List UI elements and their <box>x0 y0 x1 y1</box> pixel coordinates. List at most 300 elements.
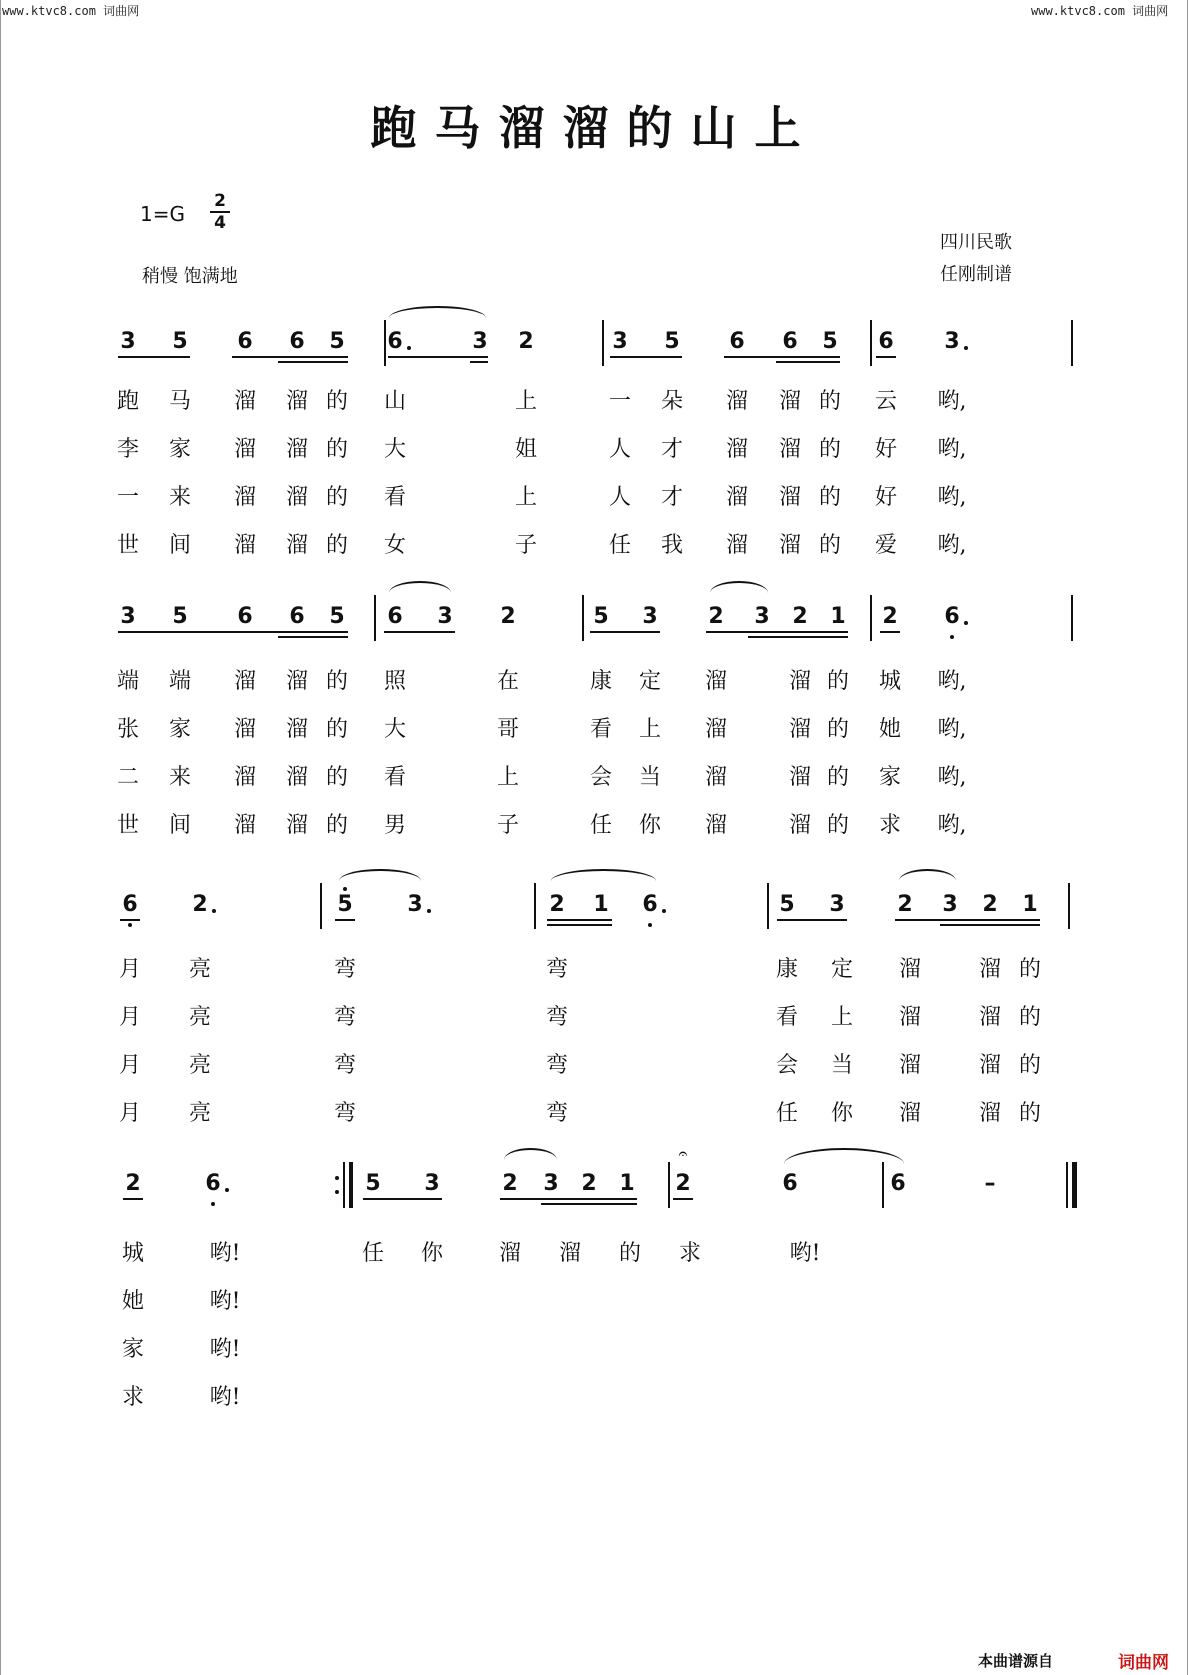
lyric-char: 城 <box>878 669 902 694</box>
lyric-char: 家 <box>168 717 192 742</box>
lyric-char: 溜 <box>788 813 812 838</box>
beam-underline <box>776 361 840 363</box>
beam-underline <box>384 631 455 633</box>
lyric-char: 的 <box>818 533 842 558</box>
lyric-char: 溜 <box>978 957 1002 982</box>
beam-underline <box>880 631 900 633</box>
lyric-char: 上 <box>514 485 538 510</box>
lyric-char: 哟! <box>209 1289 241 1314</box>
note: 5 <box>822 329 838 354</box>
lyric-char: 才 <box>660 485 684 510</box>
lyric-char: 好 <box>874 485 898 510</box>
lyric-char: 才 <box>660 437 684 462</box>
lyric-char: 哟! <box>209 1385 241 1410</box>
beam-underline <box>120 919 140 921</box>
note: 2 <box>549 892 565 917</box>
beam-underline <box>118 631 348 633</box>
repeat-barline <box>349 1162 353 1208</box>
slur <box>710 581 768 593</box>
lyric-char: 溜 <box>978 1005 1002 1030</box>
note: 1 <box>619 1171 635 1196</box>
footer-source: 本曲谱源自 <box>978 1652 1054 1670</box>
lyric-char: 哟, <box>937 485 967 510</box>
augmentation-dot <box>212 909 216 913</box>
beam-underline <box>748 636 848 638</box>
lyric-char: 溜 <box>558 1241 582 1266</box>
lyric-char: 男 <box>383 813 407 838</box>
note: 2 <box>192 892 208 917</box>
slur <box>389 306 486 318</box>
lyric-char: 看 <box>383 765 407 790</box>
barline <box>1071 320 1073 366</box>
lyric-char: 哟, <box>937 437 967 462</box>
lyric-char: 哟, <box>937 669 967 694</box>
barline <box>882 1162 884 1208</box>
lyric-char: 溜 <box>285 485 309 510</box>
note: 5 <box>329 604 345 629</box>
lyric-char: 溜 <box>285 437 309 462</box>
lyric-char: 城 <box>121 1241 145 1266</box>
augmentation-dot <box>964 346 968 350</box>
note: 2 <box>502 1171 518 1196</box>
lyric-char: 的 <box>818 389 842 414</box>
barline <box>374 595 376 641</box>
lyric-char: 当 <box>638 765 662 790</box>
barline <box>384 320 386 366</box>
lyric-char: 溜 <box>233 533 257 558</box>
time-signature <box>210 192 230 232</box>
lyric-char: 哟, <box>937 717 967 742</box>
lyric-char: 端 <box>168 669 192 694</box>
note: 6 <box>289 604 305 629</box>
barline <box>668 1162 670 1208</box>
beam-underline <box>673 1198 693 1200</box>
note: 2 <box>982 892 998 917</box>
beam-underline <box>724 356 840 358</box>
note: 3 <box>407 892 423 917</box>
lyric-char: 溜 <box>233 765 257 790</box>
octave-dot-above <box>343 887 347 891</box>
note: 5 <box>172 604 188 629</box>
slur <box>784 1148 904 1164</box>
lyric-char: 弯 <box>545 1101 569 1126</box>
beam-underline <box>335 919 355 921</box>
lyric-char: 的 <box>325 717 349 742</box>
lyric-char: 任 <box>608 533 632 558</box>
note: 6 <box>387 604 403 629</box>
lyric-char: 溜 <box>285 813 309 838</box>
note: 2 <box>518 329 534 354</box>
note: 6 <box>729 329 745 354</box>
slur <box>899 869 956 881</box>
beam-underline <box>876 356 896 358</box>
lyric-char: 哟! <box>209 1337 241 1362</box>
lyric-char: 溜 <box>704 717 728 742</box>
lyric-char: 溜 <box>898 1053 922 1078</box>
beam-underline <box>777 919 847 921</box>
lyric-char: 溜 <box>978 1053 1002 1078</box>
lyric-char: 人 <box>608 437 632 462</box>
footer-logo: 词曲网 <box>1118 1653 1169 1673</box>
lyric-char: 亮 <box>188 1053 212 1078</box>
note: 5 <box>172 329 188 354</box>
lyric-char: 家 <box>878 765 902 790</box>
lyric-char: 来 <box>168 765 192 790</box>
note: 6 <box>237 604 253 629</box>
barline <box>534 883 536 929</box>
lyric-char: 溜 <box>725 437 749 462</box>
lyric-char: 弯 <box>333 1005 357 1030</box>
octave-dot-below <box>128 923 132 927</box>
lyric-char: 康 <box>589 669 613 694</box>
barline <box>870 595 872 641</box>
page-border-right <box>1187 0 1188 1675</box>
lyric-char: 康 <box>775 957 799 982</box>
note: 3 <box>612 329 628 354</box>
lyric-char: 溜 <box>233 389 257 414</box>
lyric-char: 任 <box>361 1241 385 1266</box>
note: 3 <box>944 329 960 354</box>
lyric-char: 的 <box>618 1241 642 1266</box>
lyric-char: 的 <box>826 669 850 694</box>
lyric-char: 哥 <box>496 717 520 742</box>
lyric-char: 上 <box>496 765 520 790</box>
lyric-char: 跑 <box>116 389 140 414</box>
lyric-char: 照 <box>383 669 407 694</box>
lyric-char: 子 <box>496 813 520 838</box>
lyric-char: 哟, <box>937 813 967 838</box>
lyric-char: 家 <box>121 1337 145 1362</box>
lyric-char: 溜 <box>704 669 728 694</box>
barline <box>870 320 872 366</box>
lyric-char: 溜 <box>233 485 257 510</box>
lyric-char: 月 <box>118 1101 142 1126</box>
note: 1 <box>593 892 609 917</box>
lyric-char: 溜 <box>704 765 728 790</box>
lyric-char: 溜 <box>725 389 749 414</box>
tempo-marking: 稍慢 饱满地 <box>142 266 238 287</box>
beam-underline <box>363 1198 442 1200</box>
lyric-char: 女 <box>383 533 407 558</box>
lyric-char: 弯 <box>333 1101 357 1126</box>
note: 6 <box>782 1171 798 1196</box>
note: 2 <box>125 1171 141 1196</box>
lyric-char: 上 <box>830 1005 854 1030</box>
lyric-char: 哟, <box>937 389 967 414</box>
lyric-char: 溜 <box>725 533 749 558</box>
beam-underline <box>500 1198 637 1200</box>
lyric-char: 的 <box>826 717 850 742</box>
lyric-char: 马 <box>168 389 192 414</box>
lyric-char: 溜 <box>285 389 309 414</box>
slur <box>339 869 421 881</box>
lyric-char: 山 <box>383 389 407 414</box>
beam-underline <box>388 356 488 358</box>
lyric-char: 溜 <box>978 1101 1002 1126</box>
lyric-char: 她 <box>121 1289 145 1314</box>
lyric-char: 溜 <box>233 717 257 742</box>
lyric-char: 溜 <box>778 533 802 558</box>
note: 2 <box>581 1171 597 1196</box>
lyric-char: 上 <box>514 389 538 414</box>
lyric-char: 大 <box>383 437 407 462</box>
barline <box>1068 883 1070 929</box>
lyric-char: 爱 <box>874 533 898 558</box>
final-barline <box>1072 1162 1077 1208</box>
lyric-char: 溜 <box>285 669 309 694</box>
beam-underline <box>123 1198 143 1200</box>
lyric-char: 任 <box>775 1101 799 1126</box>
lyric-char: 溜 <box>788 765 812 790</box>
note: 3 <box>642 604 658 629</box>
lyric-char: 哟, <box>937 765 967 790</box>
beam-underline <box>895 919 1040 921</box>
lyric-char: 世 <box>116 533 140 558</box>
repeat-dot <box>335 1190 339 1194</box>
lyric-char: 她 <box>878 717 902 742</box>
note: 3 <box>120 329 136 354</box>
lyric-char: 间 <box>168 813 192 838</box>
barline <box>1066 1162 1068 1208</box>
lyric-char: 看 <box>775 1005 799 1030</box>
lyric-char: 的 <box>1018 1005 1042 1030</box>
lyric-char: 的 <box>325 765 349 790</box>
lyric-char: 李 <box>116 437 140 462</box>
augmentation-dot <box>225 1188 229 1192</box>
lyric-char: 的 <box>325 485 349 510</box>
note: 3 <box>543 1171 559 1196</box>
note: 6 <box>387 329 403 354</box>
lyric-char: 溜 <box>704 813 728 838</box>
lyric-char: 定 <box>830 957 854 982</box>
note: 6 <box>782 329 798 354</box>
lyric-char: 弯 <box>545 1053 569 1078</box>
lyric-char: 的 <box>818 437 842 462</box>
beam-underline <box>470 361 488 363</box>
lyric-char: 弯 <box>545 1005 569 1030</box>
lyric-char: 会 <box>775 1053 799 1078</box>
note: 3 <box>437 604 453 629</box>
lyric-char: 溜 <box>498 1241 522 1266</box>
lyric-char: 月 <box>118 957 142 982</box>
repeat-dot <box>335 1176 339 1180</box>
note: 6 <box>237 329 253 354</box>
note: 5 <box>329 329 345 354</box>
lyric-char: 的 <box>325 389 349 414</box>
lyric-char: 溜 <box>285 533 309 558</box>
lyric-char: 定 <box>638 669 662 694</box>
lyric-char: 你 <box>638 813 662 838</box>
note: 6 <box>944 604 960 629</box>
octave-dot-below <box>211 1202 215 1206</box>
lyric-char: 弯 <box>333 1053 357 1078</box>
note: 5 <box>365 1171 381 1196</box>
lyric-char: 的 <box>826 765 850 790</box>
note: 5 <box>593 604 609 629</box>
arranger-credit: 任刚制谱 <box>940 264 1012 285</box>
lyric-char: 溜 <box>285 717 309 742</box>
beam-underline <box>118 356 190 358</box>
note: 5 <box>779 892 795 917</box>
note: 2 <box>708 604 724 629</box>
beam-underline <box>547 924 612 926</box>
song-title: 跑马溜溜的山上 <box>370 101 819 155</box>
note: 2 <box>675 1171 691 1196</box>
watermark-left-site: www.ktvc8.com <box>2 4 96 18</box>
lyric-char: 求 <box>121 1385 145 1410</box>
lyric-char: 的 <box>325 437 349 462</box>
lyric-char: 溜 <box>725 485 749 510</box>
lyric-char: 弯 <box>545 957 569 982</box>
note: 6 <box>642 892 658 917</box>
note: 3 <box>424 1171 440 1196</box>
note: – <box>984 1171 996 1196</box>
key-signature: 1=G <box>140 202 185 226</box>
lyric-char: 当 <box>830 1053 854 1078</box>
lyric-char: 溜 <box>778 485 802 510</box>
lyric-char: 人 <box>608 485 632 510</box>
lyric-char: 溜 <box>788 717 812 742</box>
lyric-char: 世 <box>116 813 140 838</box>
lyric-char: 溜 <box>898 1005 922 1030</box>
lyric-char: 的 <box>818 485 842 510</box>
watermark-right-site: www.ktvc8.com <box>1031 4 1125 18</box>
lyric-char: 的 <box>1018 1101 1042 1126</box>
lyric-char: 来 <box>168 485 192 510</box>
lyric-char: 亮 <box>188 1101 212 1126</box>
augmentation-dot <box>427 909 431 913</box>
note: 3 <box>120 604 136 629</box>
lyric-char: 在 <box>496 669 520 694</box>
beam-underline <box>278 636 348 638</box>
lyric-char: 亮 <box>188 957 212 982</box>
beam-underline <box>940 924 1040 926</box>
lyric-char: 溜 <box>233 813 257 838</box>
beam-underline <box>610 356 682 358</box>
beam-underline <box>547 919 612 921</box>
note: 3 <box>754 604 770 629</box>
lyric-char: 会 <box>589 765 613 790</box>
lyric-char: 姐 <box>514 437 538 462</box>
note: 2 <box>897 892 913 917</box>
note: 3 <box>472 329 488 354</box>
lyric-char: 的 <box>1018 1053 1042 1078</box>
lyric-char: 的 <box>325 813 349 838</box>
slur <box>389 581 451 593</box>
lyric-char: 张 <box>116 717 140 742</box>
fermata: 𝄐 <box>678 1144 688 1163</box>
page-border-left <box>0 0 1 1675</box>
note: 1 <box>830 604 846 629</box>
note: 5 <box>337 892 353 917</box>
note: 6 <box>205 1171 221 1196</box>
lyric-char: 溜 <box>233 437 257 462</box>
lyric-char: 亮 <box>188 1005 212 1030</box>
lyric-char: 的 <box>1018 957 1042 982</box>
lyric-char: 溜 <box>778 389 802 414</box>
lyric-char: 好 <box>874 437 898 462</box>
lyric-char: 看 <box>383 485 407 510</box>
barline <box>767 883 769 929</box>
octave-dot-below <box>950 635 954 639</box>
lyric-char: 哟, <box>937 533 967 558</box>
lyric-char: 云 <box>874 389 898 414</box>
note: 6 <box>878 329 894 354</box>
lyric-char: 月 <box>118 1005 142 1030</box>
lyric-char: 子 <box>514 533 538 558</box>
lyric-char: 二 <box>116 765 140 790</box>
slur <box>504 1148 557 1160</box>
lyric-char: 大 <box>383 717 407 742</box>
lyric-char: 一 <box>608 389 632 414</box>
note: 6 <box>122 892 138 917</box>
lyric-char: 溜 <box>233 669 257 694</box>
note: 3 <box>829 892 845 917</box>
watermark-left <box>2 2 139 19</box>
augmentation-dot <box>964 621 968 625</box>
beam-underline <box>541 1203 637 1205</box>
watermark-right-name: 词曲网 <box>1132 4 1169 18</box>
lyric-char: 月 <box>118 1053 142 1078</box>
lyric-char: 间 <box>168 533 192 558</box>
beam-underline <box>232 356 348 358</box>
lyric-char: 求 <box>878 813 902 838</box>
lyric-char: 溜 <box>788 669 812 694</box>
lyric-char: 的 <box>325 669 349 694</box>
note: 6 <box>289 329 305 354</box>
lyric-char: 你 <box>420 1241 444 1266</box>
lyric-char: 溜 <box>778 437 802 462</box>
lyric-char: 家 <box>168 437 192 462</box>
time-signature-bottom: 4 <box>214 213 226 233</box>
lyric-char: 溜 <box>898 1101 922 1126</box>
lyric-char: 任 <box>589 813 613 838</box>
lyric-char: 一 <box>116 485 140 510</box>
lyric-char: 溜 <box>898 957 922 982</box>
barline <box>582 595 584 641</box>
watermark-left-name: 词曲网 <box>103 4 140 18</box>
note: 2 <box>792 604 808 629</box>
lyric-char: 哟! <box>209 1241 241 1266</box>
beam-underline <box>278 361 348 363</box>
lyric-char: 的 <box>325 533 349 558</box>
lyric-char: 你 <box>830 1101 854 1126</box>
origin-credit: 四川民歌 <box>940 232 1012 253</box>
note: 1 <box>1022 892 1038 917</box>
beam-underline <box>590 631 660 633</box>
lyric-char: 求 <box>678 1241 702 1266</box>
lyric-char: 端 <box>116 669 140 694</box>
note: 5 <box>664 329 680 354</box>
augmentation-dot <box>662 909 666 913</box>
lyric-char: 哟! <box>789 1241 821 1266</box>
octave-dot-below <box>648 923 652 927</box>
lyric-char: 我 <box>660 533 684 558</box>
lyric-char: 的 <box>826 813 850 838</box>
watermark-right <box>1031 2 1168 19</box>
note: 3 <box>942 892 958 917</box>
note: 2 <box>882 604 898 629</box>
slur <box>551 869 656 881</box>
lyric-char: 弯 <box>333 957 357 982</box>
lyric-char: 朵 <box>660 389 684 414</box>
lyric-char: 上 <box>638 717 662 742</box>
lyric-char: 溜 <box>285 765 309 790</box>
barline <box>602 320 604 366</box>
barline <box>343 1162 345 1208</box>
lyric-char: 看 <box>589 717 613 742</box>
note: 2 <box>500 604 516 629</box>
